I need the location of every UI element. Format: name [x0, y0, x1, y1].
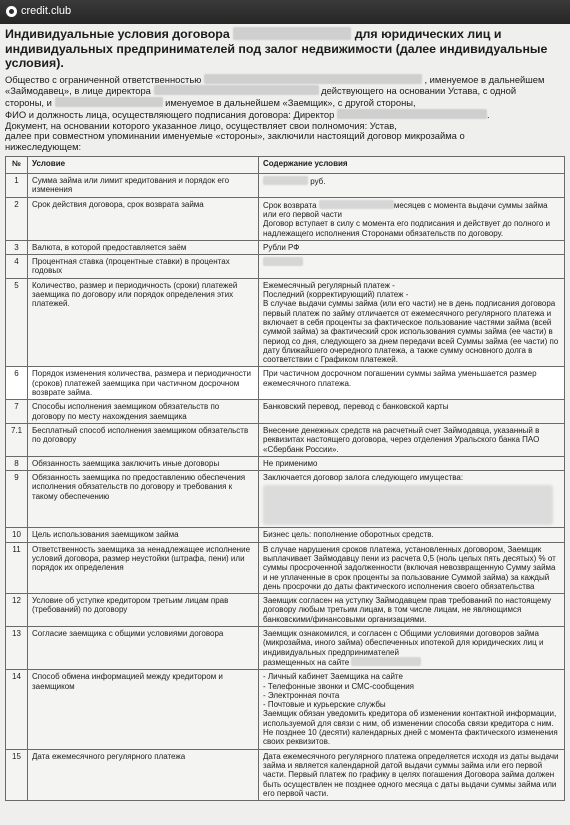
table-row: 5 Количество, размер и периодичность (сроки) платежей заемщика по договору или порядок определения этих платежей. Ежемесячный регулярный платеж - Последний (корректирующий) платеж - В случае выдачи суммы займа (или его части) не в день подписания договора первый платеж по займу отличается от ежемесячного регулярного платежа и включает в себя проценты за фактическое пользование частями займа (всей суммой займа) за фактический срок использования суммы займа (ее части) в период со дня, следующего за днем передачи всей Суммы займа (ее части) по дату ближайшего очередного платежа, а также сумму основного долга в соответствии с Графиком платежей.	[6, 278, 565, 367]
header-content: Содержание условия	[259, 157, 565, 174]
document-title: Индивидуальные условия договора для юридических лиц и индивидуальных предпринимателей под залог недвижимости (далее индивидуальные условия).	[5, 27, 548, 70]
table-row: 1 Сумма займа или лимит кредитования и порядок его изменения руб.	[6, 174, 565, 198]
table-row: 7.1 Бесплатный способ исполнения заемщиком обязательств по договору Внесение денежных средств на расчетный счет Займодавца, указанный в реквизитах настоящего договора, через отделения Уральского банка ПАО «Сбербанк России».	[6, 423, 565, 456]
logo-icon	[6, 6, 17, 17]
intro-paragraph: Общество с ограниченной ответственностью , именуемое в дальнейшем «Займодавец», в лице директора действующего на основании Устава, с одной стороны, и именуемое в дальнейшем «Заемщик», с другой стороны, ФИО и должность лица, осуществляющего подписания договора: Директор . Документ, на основании которого указанное лицо, осуществляет свои полномочия: Устав, далее при совместном упоминании именуемые «стороны», заключили настоящий договор микрозайма о нижеследующем:	[5, 73, 545, 153]
header-num: №	[6, 157, 28, 174]
table-row: 11 Ответственность заемщика за ненадлежащее исполнение условий договора, размер неустойки (штрафа, пени) или порядок их определения В случае нарушения сроков платежа, установленных договором, Заемщик выплачивает Займодавцу пени из расчета 0,5 (ноль целых пять десятых) % от суммы просроченной задолженности (включая невозвращенную Сумму займа и не уплаченные в срок проценты за пользование Суммой займа) за каждый день просрочки до даты фактического исполнения своего обязательства	[6, 542, 565, 593]
table-row: 7 Способы исполнения заемщиком обязательств по договору по месту нахождения заемщика Банковский перевод, перевод с банковской карты	[6, 400, 565, 424]
table-row: 10 Цель использования заемщиком займа Бизнес цель: пополнение оборотных средств.	[6, 528, 565, 542]
credit-club-logo[interactable]	[6, 5, 71, 17]
table-row: 13 Согласие заемщика с общими условиями договора Заемщик ознакомился, и согласен с Общими условиями договоров займа (микрозайма, иного займа) обеспеченных ипотекой для юридических лиц и индивидуальных предпринимателей размещенных на сайте	[6, 627, 565, 670]
logo-text: credit.club	[21, 5, 72, 17]
table-row: 14 Способ обмена информацией между кредитором и заемщиком - Личный кабинет Заемщика на сайте - Телефонные звонки и СМС-сообщения - Электронная почта - Почтовые и курьерские службы Заемщик обязан уведомить кредитора об изменении контактной информации, используемой для связи с ним, об изменении способа связи кредитора с ним. Не позднее 10 (десяти) календарных дней с момента фактического изменения своих реквизитов.	[6, 670, 565, 749]
table-row: 8 Обязанность заемщика заключить иные договоры Не применимо	[6, 456, 565, 470]
document-page	[5, 27, 565, 801]
table-row: 15 Дата ежемесячного регулярного платежа Дата ежемесячного регулярного платежа определяется исходя из даты выдачи займа и является календарной датой выдачи суммы займа или его первой части. Первый платеж по графику в целях погашения Договора займа должен быть осуществлен не позднее одного месяца с даты выдачи суммы займа или его первой части.	[6, 749, 565, 800]
conditions-table	[5, 156, 565, 801]
table-row: 9 Обязанность заемщика по предоставлению обеспечения исполнения обязательств по договору и требования к такому обеспечению Заключается договор залога следующего имущества:	[6, 471, 565, 528]
table-row: 4 Процентная ставка (процентные ставки) в процентах годовых	[6, 255, 565, 279]
table-row: 3 Валюта, в которой предоставляется заём Рубли РФ	[6, 240, 565, 254]
table-row: 6 Порядок изменения количества, размера и периодичности (сроков) платежей заемщика при частичном досрочном возврате займа. При частичном досрочном погашении суммы займа уменьшается размер ежемесячного платежа.	[6, 367, 565, 400]
redacted-block	[233, 27, 351, 40]
table-row: 12 Условие об уступке кредитором третьим лицам прав (требований) по договору Заемщик согласен на уступку Займодавцем прав требований по настоящему договору любым третьим лицам, в том числе лицам, не являющимся банковскими/финансовыми организациями.	[6, 594, 565, 627]
table-row: 2 Срок действия договора, срок возврата займа Срок возврата месяцев с момента выдачи суммы займа или его первой части Договор вступает в силу с момента его подписания и действует до полного и надлежащего исполнения Сторонами обязательств по договору.	[6, 197, 565, 240]
table-header-row	[6, 157, 565, 174]
top-bar	[0, 0, 570, 24]
header-condition: Условие	[28, 157, 259, 174]
